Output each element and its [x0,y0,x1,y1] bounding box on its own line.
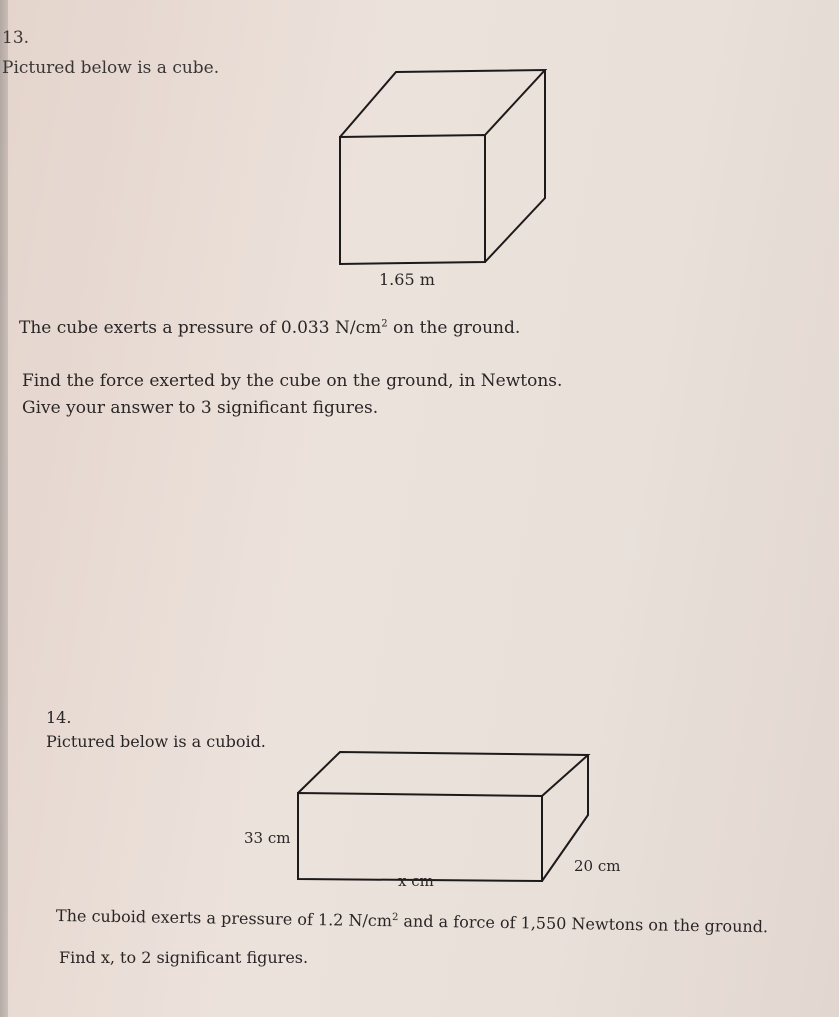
question-14-intro: Pictured below is a cuboid. [46,732,266,751]
cube-front-face [340,135,485,264]
cube-right-face [485,70,545,262]
cuboid-height-label: 33 cm [244,829,291,847]
question-14-number: 14. [46,708,72,727]
question-13-pressure: The cube exerts a pressure of 0.033 $N/cm^2$ on the ground. [19,318,521,338]
question-13-intro: Pictured below is a cube. [2,58,220,78]
question-14-pressure: The cuboid exerts a pressure of 1.2 $N/cm^2$ and a force of 1,550 Newtons on the ground. [55,906,769,937]
question-13-task-line1: Find the force exerted by the cube on the ground, in Newtons. [22,371,563,391]
cube-top-face [340,70,545,137]
question-14-task: Find x, to 2 significant figures. [59,948,309,967]
cube-side-label: 1.65 m [379,270,435,289]
cuboid-front-face [298,793,542,881]
cuboid-depth-label: 20 cm [574,857,621,875]
question-13-number: 13. [2,28,30,48]
question-13-task-line2: Give your answer to 3 significant figures. [22,398,379,418]
cuboid-width-label: x cm [398,872,434,890]
cuboid-top-face [298,752,588,796]
